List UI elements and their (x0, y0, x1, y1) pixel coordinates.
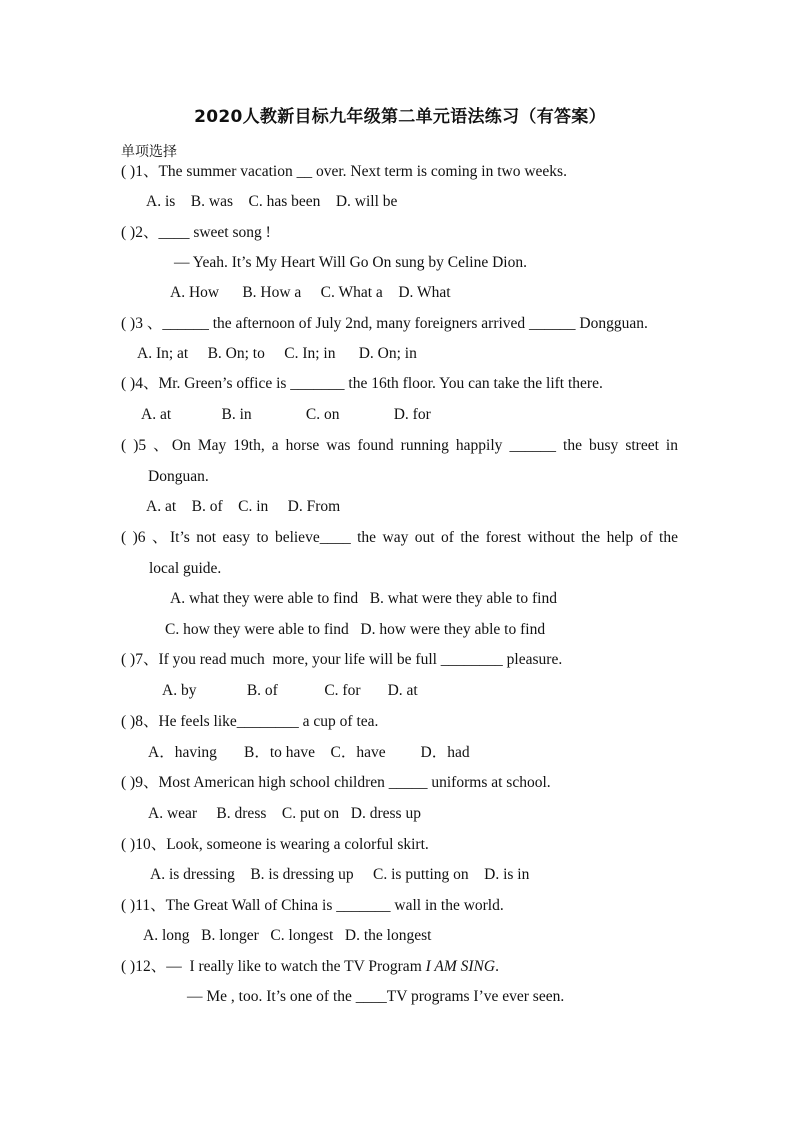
question-2-dialog: — Yeah. It’s My Heart Will Go On sung by Celine Dion. (174, 254, 527, 271)
question-5-options: A. at B. of C. in D. From (146, 498, 341, 515)
question-8-options: A．having B．to have C．have D．had (148, 744, 470, 761)
question-5-stem: ( )5 、On May 19th, a horse was found running happily ______ the busy street in (121, 437, 678, 454)
question-1-options: A. is B. was C. has been D. will be (146, 193, 398, 210)
question-9-stem: ( )9、Most American high school children _____ uniforms at school. (121, 774, 551, 791)
question-12-stem (121, 957, 499, 977)
question-12-dialog: — Me , too. It’s one of the ____TV programs I’ve ever seen. (187, 988, 565, 1005)
question-4-stem: ( )4、Mr. Green’s office is _______ the 16th floor. You can take the lift there. (121, 375, 603, 392)
question-7-stem: ( )7、If you read much more, your life will be full ________ pleasure. (121, 651, 563, 668)
question-11-stem: ( )11、The Great Wall of China is _______ wall in the world. (121, 897, 504, 914)
question-6-options-ab: A. what they were able to find B. what were they able to find (170, 590, 557, 607)
question-2-stem: ( )2、____ sweet song ! (121, 224, 271, 241)
question-5-stem-continued: Donguan. (148, 468, 209, 485)
question-3-options: A. In; at B. On; to C. In; in D. On; in (137, 345, 417, 362)
document-title: 2020人教新目标九年级第二单元语法练习（有答案） (194, 107, 606, 127)
section-label: 单项选择 (121, 144, 177, 160)
question-6-options-cd: C. how they were able to find D. how were they able to find (165, 621, 546, 638)
question-3-stem: ( )3 、______ the afternoon of July 2nd, many foreigners arrived ______ Dongguan. (121, 315, 648, 332)
question-6-stem-continued: local guide. (149, 560, 222, 577)
question-12-stem-suffix: . (495, 958, 499, 975)
question-7-options: A. by B. of C. for D. at (162, 682, 418, 699)
question-1-stem: ( )1、The summer vacation __ over. Next term is coming in two weeks. (121, 163, 567, 180)
question-8-stem: ( )8、He feels like________ a cup of tea. (121, 713, 379, 730)
question-4-options: A. at B. in C. on D. for (141, 406, 431, 423)
question-12-stem-prefix: ( )12、— I really like to watch the TV Program (121, 958, 426, 975)
question-10-stem: ( )10、Look, someone is wearing a colorful skirt. (121, 836, 429, 853)
question-11-options: A. long B. longer C. longest D. the longest (143, 927, 432, 944)
question-2-options: A. How B. How a C. What a D. What (170, 284, 451, 301)
question-9-options: A. wear B. dress C. put on D. dress up (148, 805, 421, 822)
question-6-stem: ( )6 、It’s not easy to believe____ the way out of the forest without the help of the (121, 529, 678, 546)
question-10-options: A. is dressing B. is dressing up C. is putting on D. is in (150, 866, 530, 883)
question-12-program-title: I AM SING (425, 958, 496, 975)
